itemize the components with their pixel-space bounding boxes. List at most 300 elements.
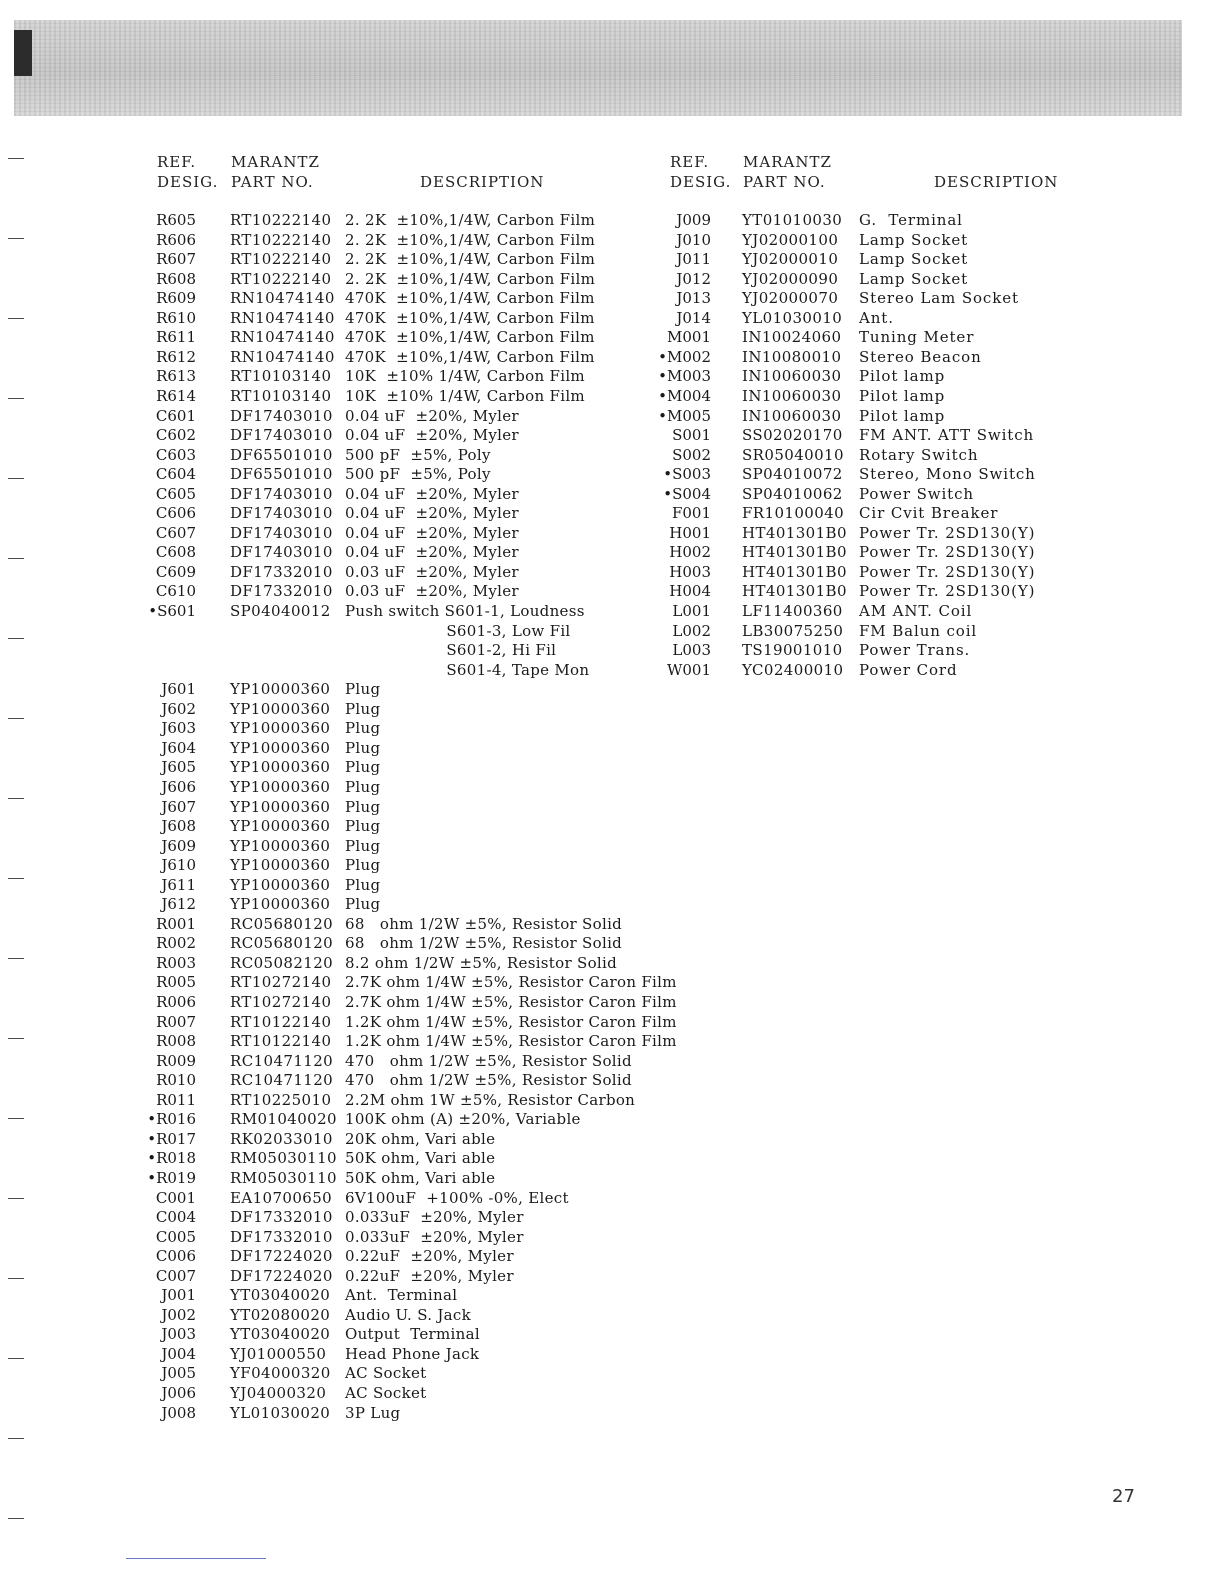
table-row xyxy=(0,1091,1224,1111)
right-desc-heading: DESCRIPTION xyxy=(934,173,1059,191)
table-row xyxy=(0,446,1224,466)
description: 3P Lug xyxy=(345,1403,401,1422)
part-number: DF17403010 xyxy=(230,484,333,503)
description: 2.7K ohm 1/4W ±5%, Resistor Caron Film xyxy=(345,993,677,1011)
part-number: RN10474140 xyxy=(230,328,335,347)
table-row xyxy=(0,1228,1224,1248)
description: 2. 2K ±10%,1/4W, Carbon Film xyxy=(345,211,596,229)
part-number: RT10272140 xyxy=(230,973,332,992)
description: Head Phone Jack xyxy=(345,1344,480,1363)
part-number: RC10471120 xyxy=(230,1071,334,1090)
part-number: YJ02000010 xyxy=(742,250,839,269)
table-row xyxy=(0,485,1224,505)
ref-designator: •M002 xyxy=(658,347,711,366)
table-row xyxy=(0,680,1224,700)
part-number: SR05040010 xyxy=(742,445,844,464)
part-number: RC05082120 xyxy=(230,953,334,972)
description: 10K ±10% 1/4W, Carbon Film xyxy=(345,367,585,386)
ref-designator: •S004 xyxy=(663,484,711,503)
left-ref-heading: REF. DESIG. xyxy=(157,153,219,191)
part-number: YT03040020 xyxy=(230,1286,331,1305)
part-number: LF11400360 xyxy=(742,602,843,620)
table-row xyxy=(0,1247,1224,1267)
ref-designator: J009 xyxy=(676,211,711,229)
part-number: YP10000360 xyxy=(230,817,331,836)
part-number: SP04010062 xyxy=(742,484,843,503)
table-row xyxy=(0,524,1224,544)
description: Plug xyxy=(345,777,381,796)
description: 470K ±10%,1/4W, Carbon Film xyxy=(345,347,595,366)
ref-designator: R611 xyxy=(156,328,196,347)
part-number: RN10474140 xyxy=(230,347,335,366)
part-number: HT401301B0 xyxy=(742,582,847,601)
part-number: DF17403010 xyxy=(230,426,333,445)
description: Plug xyxy=(345,699,381,718)
ref-designator: •R018 xyxy=(147,1149,196,1168)
description: AC Socket xyxy=(345,1384,427,1402)
left-desc-heading: DESCRIPTION xyxy=(420,173,545,191)
ref-designator: C007 xyxy=(155,1266,196,1285)
table-row xyxy=(0,309,1224,329)
description: Power Tr. 2SD130(Y) xyxy=(859,582,1036,601)
part-number: RT10225010 xyxy=(230,1090,332,1109)
part-number: HT401301B0 xyxy=(742,523,847,542)
description: 0.04 uF ±20%, Myler xyxy=(345,484,519,503)
description: Stereo Beacon xyxy=(859,347,982,366)
bottom-rule xyxy=(126,1558,266,1559)
ref-designator: H002 xyxy=(669,543,711,562)
part-number: RT10222140 xyxy=(230,211,332,229)
ref-designator: R011 xyxy=(156,1090,196,1109)
table-row xyxy=(0,1384,1224,1404)
ref-designator: R005 xyxy=(156,973,196,992)
table-row xyxy=(0,973,1224,993)
header-tab-mark xyxy=(14,30,32,76)
description: 0.03 uF ±20%, Myler xyxy=(345,582,519,601)
table-row xyxy=(0,465,1224,485)
right-ref-heading: REF. DESIG. xyxy=(670,153,732,191)
ref-designator: R006 xyxy=(156,993,196,1011)
part-number: DF65501010 xyxy=(230,445,333,464)
ref-designator: J002 xyxy=(161,1305,196,1324)
table-row xyxy=(0,1169,1224,1189)
table-row xyxy=(0,426,1224,446)
ref-designator: J605 xyxy=(161,758,196,777)
page-number: 27 xyxy=(1112,1486,1135,1507)
table-row xyxy=(0,719,1224,739)
part-number: HT401301B0 xyxy=(742,543,847,562)
ref-designator: J601 xyxy=(161,680,196,699)
ref-designator: H001 xyxy=(669,523,711,542)
ref-designator: J005 xyxy=(161,1364,196,1383)
part-number: YJ04000320 xyxy=(230,1384,327,1402)
part-number: DF17332010 xyxy=(230,562,333,581)
table-row xyxy=(0,895,1224,915)
table-row xyxy=(0,1130,1224,1150)
ref-designator: J610 xyxy=(161,856,196,875)
description: 6V100uF +100% -0%, Elect xyxy=(345,1188,569,1207)
part-number: DF17403010 xyxy=(230,504,333,523)
ref-designator: J004 xyxy=(161,1344,196,1363)
part-number: DF17332010 xyxy=(230,1208,333,1227)
description: Cir Cvit Breaker xyxy=(859,504,999,523)
ref-designator: R010 xyxy=(156,1071,196,1090)
description: 0.22uF ±20%, Myler xyxy=(345,1247,514,1266)
table-row xyxy=(0,328,1224,348)
description: Ant. xyxy=(859,308,894,327)
part-number: EA10700650 xyxy=(230,1188,333,1207)
table-row xyxy=(0,1267,1224,1287)
ref-designator: J604 xyxy=(161,738,196,757)
ref-designator: C608 xyxy=(155,543,196,562)
description: Lamp Socket xyxy=(859,230,969,249)
description: G. Terminal xyxy=(859,211,963,229)
ref-designator: S002 xyxy=(672,445,711,464)
ref-designator: J011 xyxy=(676,250,711,269)
part-number: RC05680120 xyxy=(230,934,334,953)
description: 470 ohm 1/2W ±5%, Resistor Solid xyxy=(345,1071,632,1090)
part-number: YJ02000070 xyxy=(742,289,839,308)
ref-designator: C602 xyxy=(155,426,196,445)
part-number: YP10000360 xyxy=(230,895,331,914)
part-number: RT10222140 xyxy=(230,230,332,249)
part-number: YT02080020 xyxy=(230,1305,331,1324)
description: 500 pF ±5%, Poly xyxy=(345,465,491,484)
ref-designator: •M005 xyxy=(658,406,711,425)
ref-designator: C601 xyxy=(155,406,196,425)
ref-designator: J001 xyxy=(161,1286,196,1305)
ref-designator: J012 xyxy=(676,269,711,288)
part-number: DF17403010 xyxy=(230,406,333,425)
part-number: YJ01000550 xyxy=(230,1344,327,1363)
table-row xyxy=(0,993,1224,1013)
description: 2. 2K ±10%,1/4W, Carbon Film xyxy=(345,250,596,269)
ref-designator: M001 xyxy=(667,328,711,347)
table-row xyxy=(0,758,1224,778)
description: 500 pF ±5%, Poly xyxy=(345,445,491,464)
description: Push switch S601-1, Loudness xyxy=(345,602,585,620)
part-number: RC05680120 xyxy=(230,914,334,933)
part-number: RM05030110 xyxy=(230,1149,338,1168)
description: Plug xyxy=(345,817,381,836)
description: 470K ±10%,1/4W, Carbon Film xyxy=(345,308,595,327)
description: Power Trans. xyxy=(859,641,971,660)
ref-designator: C004 xyxy=(155,1208,196,1227)
table-row xyxy=(0,1189,1224,1209)
description: 2.2M ohm 1W ±5%, Resistor Carbon xyxy=(345,1090,636,1109)
ref-designator: J608 xyxy=(161,817,196,836)
ref-designator: R607 xyxy=(156,250,196,269)
ref-designator: R001 xyxy=(156,914,196,933)
ref-designator: C603 xyxy=(155,445,196,464)
description: 0.04 uF ±20%, Myler xyxy=(345,543,519,562)
ref-designator: C005 xyxy=(155,1227,196,1246)
ref-designator: J003 xyxy=(161,1325,196,1344)
table-row xyxy=(0,915,1224,935)
description: Ant. Terminal xyxy=(345,1286,458,1305)
part-number: IN10080010 xyxy=(742,347,842,366)
ref-designator: L002 xyxy=(672,621,711,640)
table-row xyxy=(0,1013,1224,1033)
table-row xyxy=(0,504,1224,524)
table-row xyxy=(0,563,1224,583)
table-row xyxy=(0,387,1224,407)
part-number: YP10000360 xyxy=(230,777,331,796)
part-number: RT10103140 xyxy=(230,386,332,405)
table-row xyxy=(0,367,1224,387)
ref-designator: J606 xyxy=(161,777,196,796)
right-part-heading: MARANTZ PART NO. xyxy=(743,153,832,191)
table-row xyxy=(0,1286,1224,1306)
description: Plug xyxy=(345,836,381,855)
table-row xyxy=(0,934,1224,954)
part-number: YP10000360 xyxy=(230,797,331,816)
margin-tick xyxy=(8,158,24,159)
table-row xyxy=(0,1208,1224,1228)
ref-designator: C604 xyxy=(155,465,196,484)
description: 0.04 uF ±20%, Myler xyxy=(345,406,519,425)
ref-designator: J609 xyxy=(161,836,196,855)
part-number: RM05030110 xyxy=(230,1168,338,1187)
table-row xyxy=(0,817,1224,837)
part-number: RT10222140 xyxy=(230,250,332,269)
table-row xyxy=(0,1149,1224,1169)
description: Stereo, Mono Switch xyxy=(859,465,1036,484)
description: 0.04 uF ±20%, Myler xyxy=(345,523,519,542)
part-number: DF17224020 xyxy=(230,1266,333,1285)
table-row xyxy=(0,348,1224,368)
part-number: YT03040020 xyxy=(230,1325,331,1344)
ref-designator: C609 xyxy=(155,562,196,581)
table-row xyxy=(0,1306,1224,1326)
part-number: RT10122140 xyxy=(230,1032,332,1051)
ref-designator: J611 xyxy=(161,875,196,894)
part-number: SP04010072 xyxy=(742,465,843,484)
description: 1.2K ohm 1/4W ±5%, Resistor Caron Film xyxy=(345,1012,677,1031)
part-number: YF04000320 xyxy=(230,1364,331,1383)
description: AC Socket xyxy=(345,1364,427,1383)
ref-designator: •R017 xyxy=(147,1129,196,1148)
left-part-heading: MARANTZ PART NO. xyxy=(231,153,320,191)
table-row xyxy=(0,798,1224,818)
part-number: IN10060030 xyxy=(742,406,842,425)
description: Power Switch xyxy=(859,484,974,503)
description: 0.04 uF ±20%, Myler xyxy=(345,426,519,445)
ref-designator: R609 xyxy=(156,289,196,308)
part-number: YJ02000100 xyxy=(742,230,839,249)
ref-designator: L001 xyxy=(672,602,711,620)
description: 2.7K ohm 1/4W ±5%, Resistor Caron Film xyxy=(345,973,677,992)
table-row xyxy=(0,602,1224,622)
part-number: YP10000360 xyxy=(230,719,331,738)
part-number: YP10000360 xyxy=(230,856,331,875)
part-number: SS02020170 xyxy=(742,426,843,445)
ref-designator: •R019 xyxy=(147,1168,196,1187)
table-row xyxy=(0,837,1224,857)
table-row xyxy=(0,661,1224,681)
description: Pilot lamp xyxy=(859,367,946,386)
part-number: RT10122140 xyxy=(230,1012,332,1031)
table-row xyxy=(0,543,1224,563)
description: 470 ohm 1/2W ±5%, Resistor Solid xyxy=(345,1051,632,1070)
ref-designator: R614 xyxy=(156,386,196,405)
table-row xyxy=(0,211,1224,231)
ref-designator: R003 xyxy=(156,953,196,972)
part-number: DF17403010 xyxy=(230,543,333,562)
ref-designator: J006 xyxy=(161,1384,196,1402)
ref-designator: •S601 xyxy=(148,602,196,620)
part-number: IN10024060 xyxy=(742,328,842,347)
part-number: SP04040012 xyxy=(230,602,331,620)
table-row xyxy=(0,641,1224,661)
description: 68 ohm 1/2W ±5%, Resistor Solid xyxy=(345,914,623,933)
table-row xyxy=(0,1404,1224,1424)
description: Plug xyxy=(345,719,381,738)
description: 0.033uF ±20%, Myler xyxy=(345,1208,524,1227)
margin-tick xyxy=(8,1438,24,1439)
ref-designator: W001 xyxy=(666,660,711,679)
part-number: RN10474140 xyxy=(230,308,335,327)
description: AM ANT. Coil xyxy=(859,602,973,620)
description: Power Tr. 2SD130(Y) xyxy=(859,523,1036,542)
part-number: YT01010030 xyxy=(742,211,843,229)
ref-designator: R002 xyxy=(156,934,196,953)
table-row xyxy=(0,856,1224,876)
ref-designator: L003 xyxy=(672,641,711,660)
ref-designator: R605 xyxy=(156,211,196,229)
part-number: YJ02000090 xyxy=(742,269,839,288)
part-number: RC10471120 xyxy=(230,1051,334,1070)
description: 0.03 uF ±20%, Myler xyxy=(345,562,519,581)
table-row xyxy=(0,876,1224,896)
ref-designator: R610 xyxy=(156,308,196,327)
part-number: DF65501010 xyxy=(230,465,333,484)
description: Rotary Switch xyxy=(859,445,979,464)
part-number: DF17332010 xyxy=(230,1227,333,1246)
description: Stereo Lam Socket xyxy=(859,289,1019,308)
description: Audio U. S. Jack xyxy=(345,1305,472,1324)
description: 470K ±10%,1/4W, Carbon Film xyxy=(345,328,595,347)
part-number: YL01030010 xyxy=(742,308,843,327)
description: Lamp Socket xyxy=(859,250,969,269)
description: Pilot lamp xyxy=(859,406,946,425)
part-number: LB30075250 xyxy=(742,621,844,640)
part-number: RM01040020 xyxy=(230,1110,338,1129)
table-row xyxy=(0,954,1224,974)
description: 2. 2K ±10%,1/4W, Carbon Film xyxy=(345,269,596,288)
description: Output Terminal xyxy=(345,1325,480,1344)
ref-designator: C605 xyxy=(155,484,196,503)
part-number: YP10000360 xyxy=(230,699,331,718)
table-row xyxy=(0,1364,1224,1384)
table-row xyxy=(0,1032,1224,1052)
ref-designator: C606 xyxy=(155,504,196,523)
part-number: YP10000360 xyxy=(230,680,331,699)
description: 0.04 uF ±20%, Myler xyxy=(345,504,519,523)
ref-designator: •M004 xyxy=(658,386,711,405)
part-number: RT10103140 xyxy=(230,367,332,386)
part-number: HT401301B0 xyxy=(742,562,847,581)
description: Tuning Meter xyxy=(859,328,975,347)
part-number: RN10474140 xyxy=(230,289,335,308)
description: Power Tr. 2SD130(Y) xyxy=(859,562,1036,581)
part-number: YL01030020 xyxy=(230,1403,331,1422)
part-number: RT10222140 xyxy=(230,269,332,288)
ref-designator: J008 xyxy=(161,1403,196,1422)
description: Plug xyxy=(345,856,381,875)
description: 50K ohm, Vari able xyxy=(345,1149,496,1168)
description: S601-2, Hi Fil xyxy=(345,641,557,660)
ref-designator: J010 xyxy=(676,230,711,249)
description: 20K ohm, Vari able xyxy=(345,1129,496,1148)
description: 68 ohm 1/2W ±5%, Resistor Solid xyxy=(345,934,623,953)
description: 0.22uF ±20%, Myler xyxy=(345,1266,514,1285)
ref-designator: J607 xyxy=(161,797,196,816)
part-number: YP10000360 xyxy=(230,738,331,757)
ref-designator: C610 xyxy=(155,582,196,601)
description: S601-4, Tape Mon xyxy=(345,660,590,679)
ref-designator: R009 xyxy=(156,1051,196,1070)
table-row xyxy=(0,250,1224,270)
ref-designator: R613 xyxy=(156,367,196,386)
ref-designator: F001 xyxy=(671,504,711,523)
header-band xyxy=(14,20,1182,116)
description: Plug xyxy=(345,680,381,699)
table-row xyxy=(0,700,1224,720)
ref-designator: C607 xyxy=(155,523,196,542)
table-row xyxy=(0,270,1224,290)
description: Lamp Socket xyxy=(859,269,969,288)
ref-designator: J603 xyxy=(161,719,196,738)
ref-designator: J612 xyxy=(161,895,196,914)
table-row xyxy=(0,582,1224,602)
ref-designator: R008 xyxy=(156,1032,196,1051)
ref-designator: •R016 xyxy=(147,1110,196,1129)
description: 470K ±10%,1/4W, Carbon Film xyxy=(345,289,595,308)
table-row xyxy=(0,407,1224,427)
description: Plug xyxy=(345,738,381,757)
part-number: IN10060030 xyxy=(742,386,842,405)
margin-tick xyxy=(8,1518,24,1519)
part-number: DF17403010 xyxy=(230,523,333,542)
ref-designator: R612 xyxy=(156,347,196,366)
ref-designator: H004 xyxy=(669,582,711,601)
part-number: IN10060030 xyxy=(742,367,842,386)
ref-designator: R007 xyxy=(156,1012,196,1031)
ref-designator: S001 xyxy=(672,426,711,445)
part-number: YP10000360 xyxy=(230,875,331,894)
description: Power Tr. 2SD130(Y) xyxy=(859,543,1036,562)
table-row xyxy=(0,289,1224,309)
ref-designator: J013 xyxy=(676,289,711,308)
description: S601-3, Low Fil xyxy=(345,621,571,640)
description: Power Cord xyxy=(859,660,958,679)
description: 50K ohm, Vari able xyxy=(345,1168,496,1187)
ref-designator: C001 xyxy=(155,1188,196,1207)
description: Pilot lamp xyxy=(859,386,946,405)
ref-designator: J602 xyxy=(161,699,196,718)
description: 10K ±10% 1/4W, Carbon Film xyxy=(345,386,585,405)
part-number: FR10100040 xyxy=(742,504,845,523)
table-row xyxy=(0,1345,1224,1365)
part-number: RK02033010 xyxy=(230,1129,333,1148)
ref-designator: •S003 xyxy=(663,465,711,484)
table-row xyxy=(0,1325,1224,1345)
table-row xyxy=(0,1052,1224,1072)
description: Plug xyxy=(345,895,381,914)
ref-designator: R608 xyxy=(156,269,196,288)
description: 8.2 ohm 1/2W ±5%, Resistor Solid xyxy=(345,953,617,972)
